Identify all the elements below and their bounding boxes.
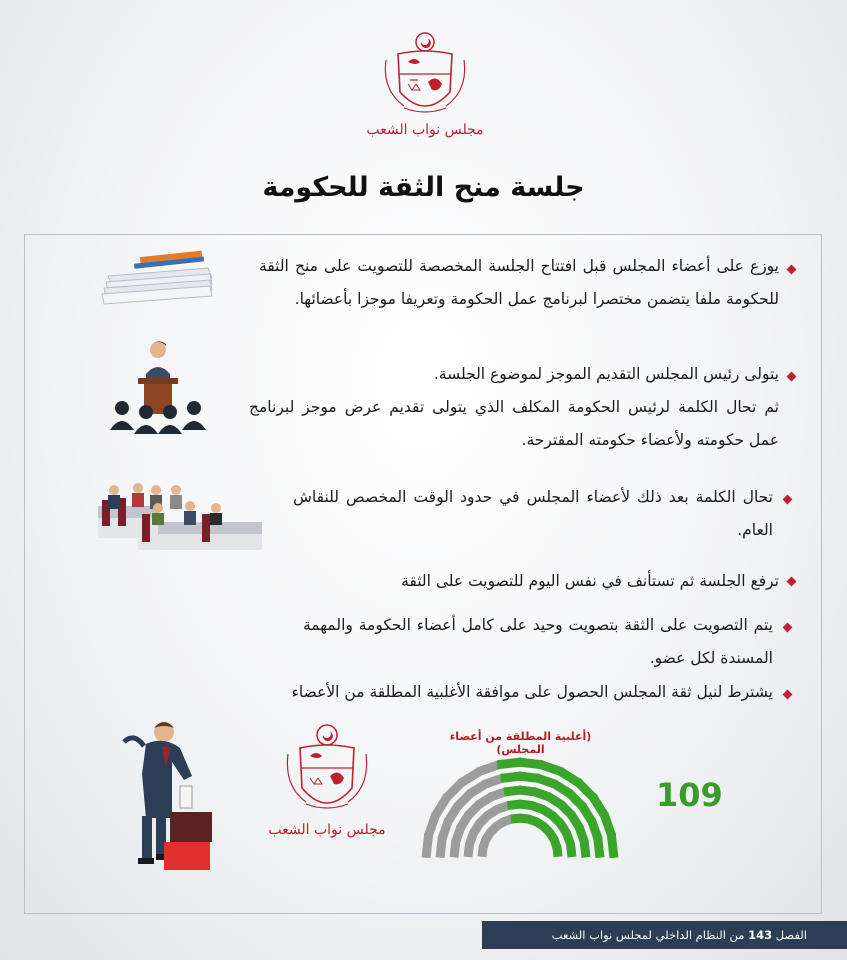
page-title: جلسة منح الثقة للحكومة	[262, 172, 585, 203]
list-item: ترفع الجلسة ثم تستأنف في نفس اليوم للتصويت على الثقة	[401, 572, 779, 590]
logo-caption: مجلس نواب الشعب	[268, 822, 386, 838]
parliament-session-icon	[98, 478, 262, 552]
list-item: يشترط لنيل ثقة المجلس الحصول على موافقة الأغلبية المطلقة من الأعضاء	[291, 683, 773, 701]
seat-segment	[557, 847, 558, 857]
parliament-seats-chart	[420, 748, 620, 858]
footer-text-after: من النظام الداخلي لمجلس نواب الشعب	[551, 928, 745, 942]
seat-segment	[598, 837, 600, 858]
seat-segment	[570, 843, 572, 857]
list-item: يتولى رئيس المجلس التقديم الموجز لموضوع الجلسة. ثم تحال الكلمة لرئيس الحكومة المكلف الذي يتولى تقديم عرض موجز لبرنامج عمل حكومته ولأعضاء حكومته المقترحة.	[249, 365, 779, 449]
parliament-logo-top	[360, 30, 490, 142]
speaker-podium-icon	[108, 338, 208, 436]
seat-segment	[584, 840, 586, 857]
tunisia-emblem-icon	[360, 30, 490, 122]
majority-label: (أغلبية المطلقة من أعضاء المجلس)	[449, 730, 592, 756]
footer-reference	[482, 921, 847, 949]
list-item: يوزع على أعضاء المجلس قبل افتتاح الجلسة المخصصة للتصويت على منح الثقة للحكومة ملفا يتضمن مختصرا لبرنامج عمل الحكومة وتعريفا موجزا بأعضائها.	[259, 257, 779, 308]
tunisia-emblem-icon	[262, 722, 392, 820]
list-item: يتم التصويت على الثقة بتصويت وحيد على كامل أعضاء الحكومة والمهمة المسندة لكل عضو.	[303, 616, 773, 667]
parliament-logo-bottom	[262, 722, 392, 840]
article-number: 143	[748, 928, 773, 942]
seat-segment	[611, 833, 614, 858]
majority-count: 109	[656, 776, 723, 814]
list-item: تحال الكلمة بعد ذلك لأعضاء المجلس في حدود الوقت المخصص للنقاش العام.	[293, 488, 773, 539]
voter-ballot-icon	[120, 716, 220, 872]
footer-text-before: الفصل	[775, 928, 807, 942]
logo-caption: مجلس نواب الشعب	[366, 122, 484, 138]
papers-icon	[100, 248, 216, 310]
